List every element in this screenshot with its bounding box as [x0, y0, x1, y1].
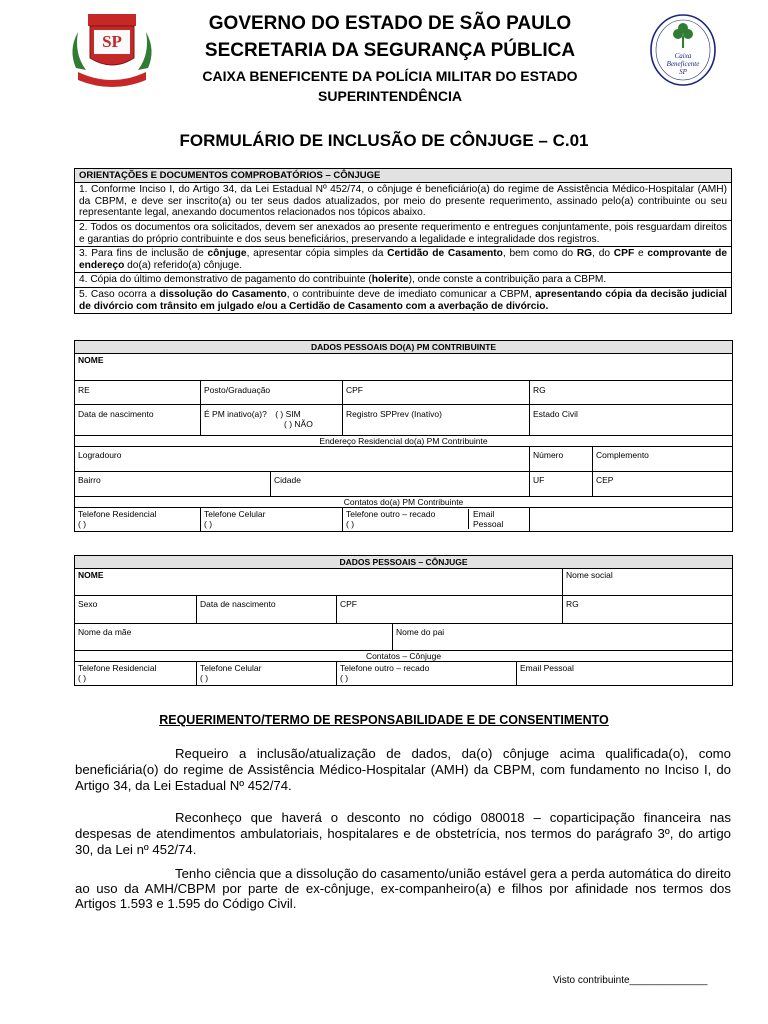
- contributor-title: DADOS PESSOAIS DO(A) PM CONTRIBUINTE: [75, 341, 733, 354]
- spouse-other-phone-field[interactable]: [337, 662, 517, 686]
- contributor-civil-status-label: Estado Civil: [533, 409, 578, 419]
- contributor-city-field[interactable]: [271, 472, 530, 497]
- contributor-inactive-yes-checkbox[interactable]: ( ) SIM: [275, 409, 301, 419]
- contributor-street-label: Logradouro: [78, 450, 122, 460]
- emblem-sp-text: SP: [102, 32, 122, 51]
- contributor-rg-field[interactable]: [530, 381, 733, 405]
- contributor-inactive-field: [201, 405, 343, 436]
- requirement-paragraph-2: Reconheço que haverá o desconto no código 080018 – coparticipação financeira nas despesas de atendimentos ambulatoriais, hospitalares e de obstetrícia, nos termos do parágrafo 3º, do artigo 30, da Lei nº 452/74.: [75, 810, 731, 857]
- contributor-city-label: Cidade: [274, 475, 301, 485]
- spouse-birthdate-label: Data de nascimento: [200, 599, 276, 609]
- contributor-street-field[interactable]: [75, 447, 530, 472]
- spouse-mother-name-field[interactable]: [75, 624, 393, 651]
- contributor-number-field[interactable]: [530, 447, 593, 472]
- spouse-cpf-field[interactable]: [337, 596, 563, 624]
- header-line-superintendence: SUPERINTENDÊNCIA: [318, 88, 462, 104]
- contributor-district-label: Bairro: [78, 475, 101, 485]
- logo-text-caixa: Caixa: [674, 52, 692, 60]
- spouse-father-name-field[interactable]: [393, 624, 733, 651]
- header-line-government: GOVERNO DO ESTADO DE SÃO PAULO: [208, 13, 572, 34]
- spouse-mobile-phone-field[interactable]: [197, 662, 337, 686]
- contributor-complement-label: Complemento: [596, 450, 649, 460]
- spouse-mother-name-label: Nome da mãe: [78, 627, 132, 637]
- contributor-number-label: Número: [533, 450, 564, 460]
- orientations-table: [74, 168, 732, 314]
- spouse-email-label: Email Pessoal: [520, 663, 574, 673]
- spouse-cpf-label: CPF: [340, 599, 357, 609]
- contributor-uf-label: UF: [533, 475, 545, 485]
- contributor-mobile-phone-label: Telefone Celular: [204, 509, 266, 519]
- contributor-email-label: Email Pessoal: [473, 509, 504, 529]
- contributor-cpf-field[interactable]: [343, 381, 530, 405]
- contributor-district-field[interactable]: [75, 472, 271, 497]
- contributor-cpf-label: CPF: [346, 385, 363, 395]
- contributor-spprev-field[interactable]: [343, 405, 530, 436]
- requirement-title: REQUERIMENTO/TERMO DE RESPONSABILIDADE E DE CONSENTIMENTO: [159, 713, 609, 727]
- contributor-other-phone-label: Telefone outro – recado: [346, 509, 436, 519]
- orientation-item-4: 4. Cópia do último demonstrativo de pagamento do contribuinte (holerite), onde conste a contribuição para a CBPM.: [75, 273, 732, 288]
- contributor-signature-line[interactable]: Visto contribuinte______________: [553, 975, 708, 986]
- ddd-placeholder: ( ): [204, 519, 213, 529]
- spouse-social-name-field[interactable]: [563, 569, 733, 596]
- contributor-email-extension[interactable]: [530, 508, 733, 532]
- spouse-sex-field[interactable]: [75, 596, 197, 624]
- contributor-rg-label: RG: [533, 385, 546, 395]
- contributor-other-phone-field[interactable]: [343, 508, 530, 532]
- spouse-rg-field[interactable]: [563, 596, 733, 624]
- orientation-item-1: 1. Conforme Inciso I, do Artigo 34, da Lei Estadual Nº 452/74, o cônjuge é beneficiário(a) do regime de Assistência Médico-Hospitalar (AMH) da CBPM, e deve ser inscrito(a) ou ter seus dados atualizados, por meio do presente requerimento, assinado pelo(a) contribuinte ou seu representante legal, anexando documentos relacionados nos tópicos abaixo.: [75, 183, 732, 221]
- spouse-home-phone-label: Telefone Residencial: [78, 663, 157, 673]
- caixa-beneficente-logo: [648, 12, 718, 88]
- contributor-home-phone-field[interactable]: [75, 508, 201, 532]
- spouse-data-table: [74, 555, 733, 686]
- contributor-nome-label: NOME: [78, 355, 104, 365]
- spouse-rg-label: RG: [566, 599, 579, 609]
- contributor-birthdate-field[interactable]: [75, 405, 201, 436]
- spouse-home-phone-field[interactable]: [75, 662, 197, 686]
- form-title: FORMULÁRIO DE INCLUSÃO DE CÔNJUGE – C.01: [179, 131, 589, 150]
- contributor-data-table: [74, 340, 733, 532]
- contributor-re-field[interactable]: [75, 381, 201, 405]
- contributor-cep-label: CEP: [596, 475, 614, 485]
- orientation-item-5: 5. Caso ocorra a dissolução do Casamento, o contribuinte deve de imediato comunicar a CBPM, apresentando cópia da decisão judicial de divórcio com trânsito em julgado e/ou a Certidão de Casamento com a averbação de divórcio.: [75, 287, 732, 313]
- ddd-placeholder: ( ): [78, 519, 87, 529]
- contributor-inactive-label: É PM inativo(a)?: [204, 409, 267, 419]
- ddd-placeholder: ( ): [340, 673, 349, 683]
- spouse-nome-field[interactable]: [75, 569, 563, 596]
- ddd-placeholder: ( ): [78, 673, 87, 683]
- logo-text-beneficente: Beneficente: [666, 60, 700, 68]
- contributor-complement-field[interactable]: [593, 447, 733, 472]
- spouse-other-phone-label: Telefone outro – recado: [340, 663, 430, 673]
- logo-text-sp: SP: [679, 68, 687, 76]
- spouse-father-name-label: Nome do pai: [396, 627, 445, 637]
- ddd-placeholder: ( ): [346, 519, 355, 529]
- contributor-posto-field[interactable]: [201, 381, 343, 405]
- contributor-mobile-phone-field[interactable]: [201, 508, 343, 532]
- spouse-sex-label: Sexo: [78, 599, 98, 609]
- contributor-address-title: Endereço Residencial do(a) PM Contribuinte: [75, 436, 733, 447]
- spouse-mobile-phone-label: Telefone Celular: [200, 663, 262, 673]
- contributor-re-label: RE: [78, 385, 90, 395]
- requirement-paragraph-1: Requeiro a inclusão/atualização de dados, da(o) cônjuge acima qualificada(o), como beneficiária(o) do regime de Assistência Médico-Hospitalar (AMH) da CBPM, com fundamento no Inciso I, do Artigo 34, da Lei Estadual Nº 452/74.: [75, 746, 731, 793]
- spouse-social-name-label: Nome social: [566, 570, 613, 580]
- contributor-email-field[interactable]: [469, 509, 526, 529]
- contributor-uf-field[interactable]: [530, 472, 593, 497]
- spouse-birthdate-field[interactable]: [197, 596, 337, 624]
- spouse-contacts-title: Contatos – Cônjuge: [75, 651, 733, 662]
- contributor-civil-status-field[interactable]: [530, 405, 733, 436]
- header-line-cbpm: CAIXA BENEFICENTE DA POLÍCIA MILITAR DO ESTADO: [202, 68, 578, 84]
- contributor-birthdate-label: Data de nascimento: [78, 409, 154, 419]
- contributor-spprev-label: Registro SPPrev (Inativo): [346, 409, 442, 419]
- contributor-cep-field[interactable]: [593, 472, 733, 497]
- spouse-title: DADOS PESSOAIS – CÔNJUGE: [75, 556, 733, 569]
- contributor-inactive-no-checkbox[interactable]: ( ) NÃO: [284, 419, 313, 429]
- requirement-paragraph-3: Tenho ciência que a dissolução do casamento/união estável gera a perda automática do direito ao uso da AMH/CBPM por parte de ex-cônjuge, ex-companheiro(a) e filhos por afinidade nos termos dos Artigos 1.593 e 1.595 do Código Civil.: [75, 866, 731, 911]
- spouse-nome-label: NOME: [78, 570, 104, 580]
- contributor-home-phone-label: Telefone Residencial: [78, 509, 157, 519]
- header-line-secretariat: SECRETARIA DA SEGURANÇA PÚBLICA: [204, 40, 576, 61]
- spouse-email-field[interactable]: [517, 662, 733, 686]
- contributor-contacts-title: Contatos do(a) PM Contribuinte: [75, 497, 733, 508]
- orientation-item-3: 3. Para fins de inclusão de cônjuge, apresentar cópia simples da Certidão de Casamento, bem como do RG, do CPF e comprovante de endereço do(a) referido(a) cônjuge.: [75, 247, 732, 273]
- orientation-item-2: 2. Todos os documentos ora solicitados, devem ser anexados ao presente requerimento e entregues conjuntamente, pois resguardam direitos e garantias do próprio contribuinte e dos seus beneficiários, preservando a legalidade e integralidade dos registros.: [75, 221, 732, 247]
- contributor-nome-field[interactable]: [75, 354, 733, 381]
- ddd-placeholder: ( ): [200, 673, 209, 683]
- orientations-title: ORIENTAÇÕES E DOCUMENTOS COMPROBATÓRIOS – CÔNJUGE: [75, 169, 732, 183]
- sp-coat-of-arms-emblem: [64, 10, 160, 90]
- contributor-posto-label: Posto/Graduação: [204, 385, 271, 395]
